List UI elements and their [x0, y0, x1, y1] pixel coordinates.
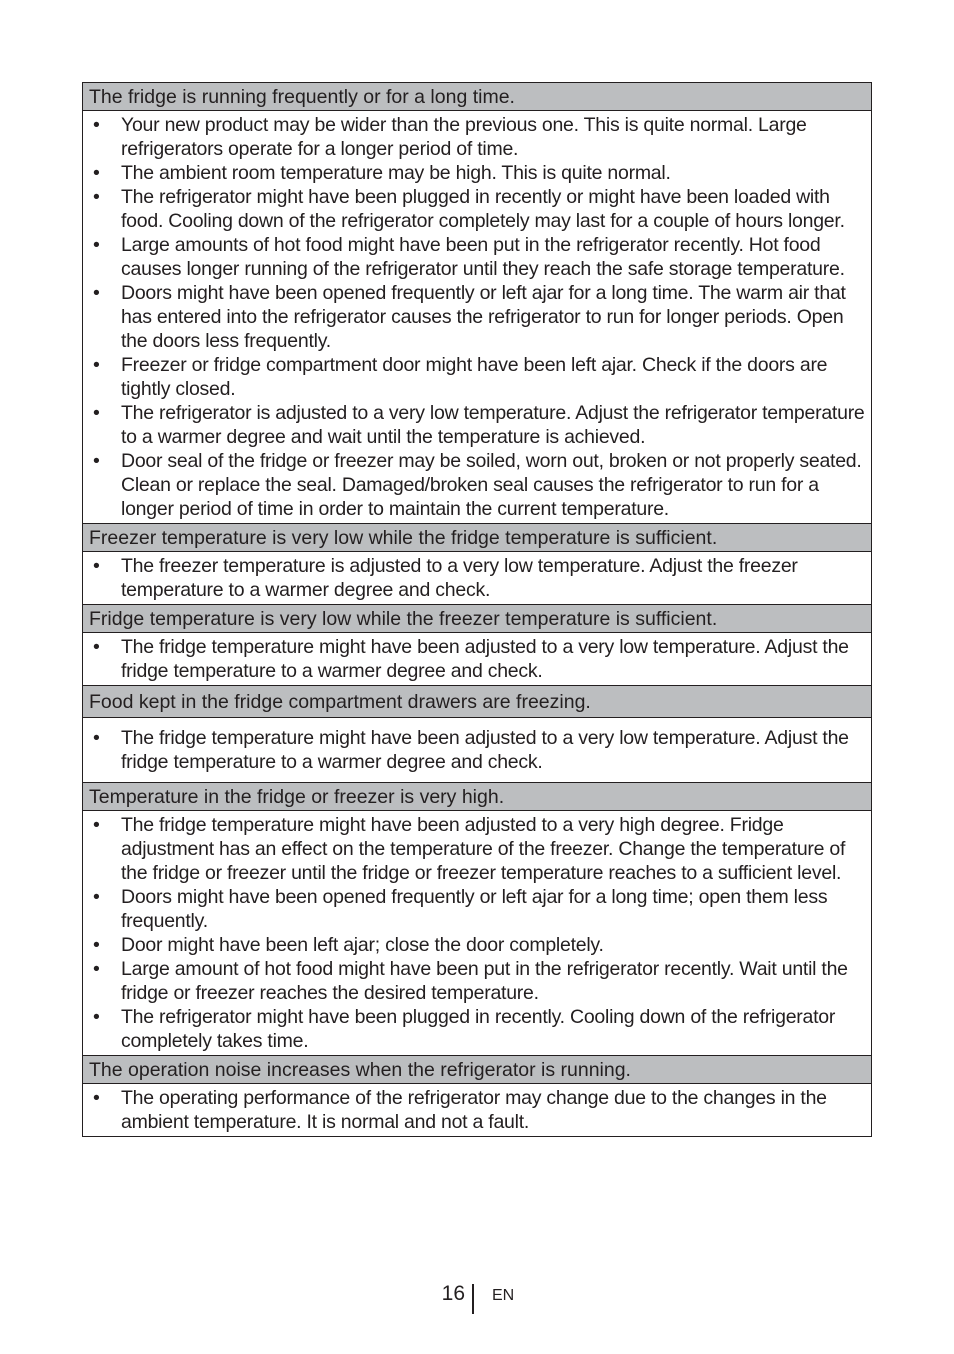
- section-heading: Fridge temperature is very low while the freezer temperature is sufficient.: [83, 604, 871, 632]
- section-heading: Freezer temperature is very low while the fridge temperature is sufficient.: [83, 523, 871, 551]
- page-footer: [0, 1280, 954, 1316]
- bullet-icon: •: [93, 450, 100, 472]
- bullet-icon: •: [93, 114, 100, 136]
- list-item: • Door might have been left ajar; close the door completely.: [93, 934, 604, 956]
- list-item: • The operating performance of the refrigerator may change due to the changes in the ambient temperature. It is normal and not a fault.: [93, 1087, 827, 1133]
- list-item: • The refrigerator might have been plugged in recently. Cooling down of the refrigerator completely takes time.: [93, 1006, 836, 1052]
- cause-list: [89, 813, 865, 1053]
- section-running-long: [83, 83, 871, 523]
- list-item: • Doors might have been opened frequently or left ajar for a long time. The warm air that has entered into the refrigerator causes the refrigerator to run for longer periods. Open the doors less frequently.: [93, 282, 846, 352]
- bullet-icon: •: [93, 186, 100, 208]
- list-item: • The freezer temperature is adjusted to a very low temperature. Adjust the freezer temperature to a warmer degree and check.: [93, 555, 798, 601]
- list-item: • The ambient room temperature may be high. This is quite normal.: [93, 162, 671, 184]
- bullet-icon: •: [93, 886, 100, 908]
- bullet-icon: •: [93, 354, 100, 376]
- section-freezer-too-cold: [83, 523, 871, 604]
- list-item: • Doors might have been opened frequently or left ajar for a long time; open them less frequently.: [93, 886, 828, 932]
- list-item: • The fridge temperature might have been adjusted to a very high degree. Fridge adjustment has an effect on the temperature of the freezer. Change the temperature of the fridge or freezer until the fridge or freezer temperature reaches to a sufficient level.: [93, 814, 846, 884]
- section-heading: The fridge is running frequently or for a long time.: [83, 83, 871, 110]
- cause-list: [89, 635, 865, 683]
- list-item: • The refrigerator is adjusted to a very low temperature. Adjust the refrigerator temperature to a warmer degree and wait until the temperature is achieved.: [93, 402, 865, 448]
- section-temperature-high: [83, 782, 871, 1055]
- list-item: • Freezer or fridge compartment door might have been left ajar. Check if the doors are tightly closed.: [93, 354, 828, 400]
- list-item: • The fridge temperature might have been adjusted to a very low temperature. Adjust the fridge temperature to a warmer degree and check.: [93, 727, 849, 773]
- list-item: • The refrigerator might have been plugged in recently or might have been loaded with food. Cooling down of the refrigerator completely may last for a couple of hours longer.: [93, 186, 845, 232]
- bullet-icon: •: [93, 934, 100, 956]
- section-heading: The operation noise increases when the refrigerator is running.: [83, 1055, 871, 1083]
- list-item: • Door seal of the fridge or freezer may be soiled, worn out, broken or not properly seated. Clean or replace the seal. Damaged/broken seal causes the refrigerator to run for a longer period of time in order to maintain the current temperature.: [93, 450, 862, 520]
- list-item: • Large amounts of hot food might have been put in the refrigerator recently. Hot food causes longer running of the refrigerator until they reach the safe storage temperature.: [93, 234, 845, 280]
- troubleshooting-table: [82, 82, 872, 1137]
- page-number: 16: [441, 1282, 465, 1305]
- bullet-icon: •: [93, 636, 100, 658]
- bullet-icon: •: [93, 1087, 100, 1109]
- list-item: • Large amount of hot food might have been put in the refrigerator recently. Wait until the fridge or freezer reaches the desired temperature.: [93, 958, 848, 1004]
- section-operation-noise: [83, 1055, 871, 1136]
- bullet-icon: •: [93, 1006, 100, 1028]
- cause-list: [89, 1086, 865, 1134]
- list-item: • The fridge temperature might have been adjusted to a very low temperature. Adjust the fridge temperature to a warmer degree and check.: [93, 636, 849, 682]
- bullet-icon: •: [93, 282, 100, 304]
- bullet-icon: •: [93, 234, 100, 256]
- section-fridge-too-cold: [83, 604, 871, 685]
- section-heading: Food kept in the fridge compartment drawers are freezing.: [83, 685, 871, 717]
- bullet-icon: •: [93, 958, 100, 980]
- language-code: EN: [492, 1287, 515, 1304]
- bullet-icon: •: [93, 402, 100, 424]
- cause-list: [89, 726, 865, 774]
- section-drawers-freezing: [83, 685, 871, 782]
- list-item: • Your new product may be wider than the previous one. This is quite normal. Large refrigerators operate for a longer period of time.: [93, 114, 807, 160]
- footer-divider: [472, 1284, 474, 1314]
- cause-list: [89, 554, 865, 602]
- bullet-icon: •: [93, 814, 100, 836]
- bullet-icon: •: [93, 727, 100, 749]
- bullet-icon: •: [93, 555, 100, 577]
- bullet-icon: •: [93, 162, 100, 184]
- section-heading: Temperature in the fridge or freezer is very high.: [83, 782, 871, 810]
- cause-list: [89, 113, 865, 521]
